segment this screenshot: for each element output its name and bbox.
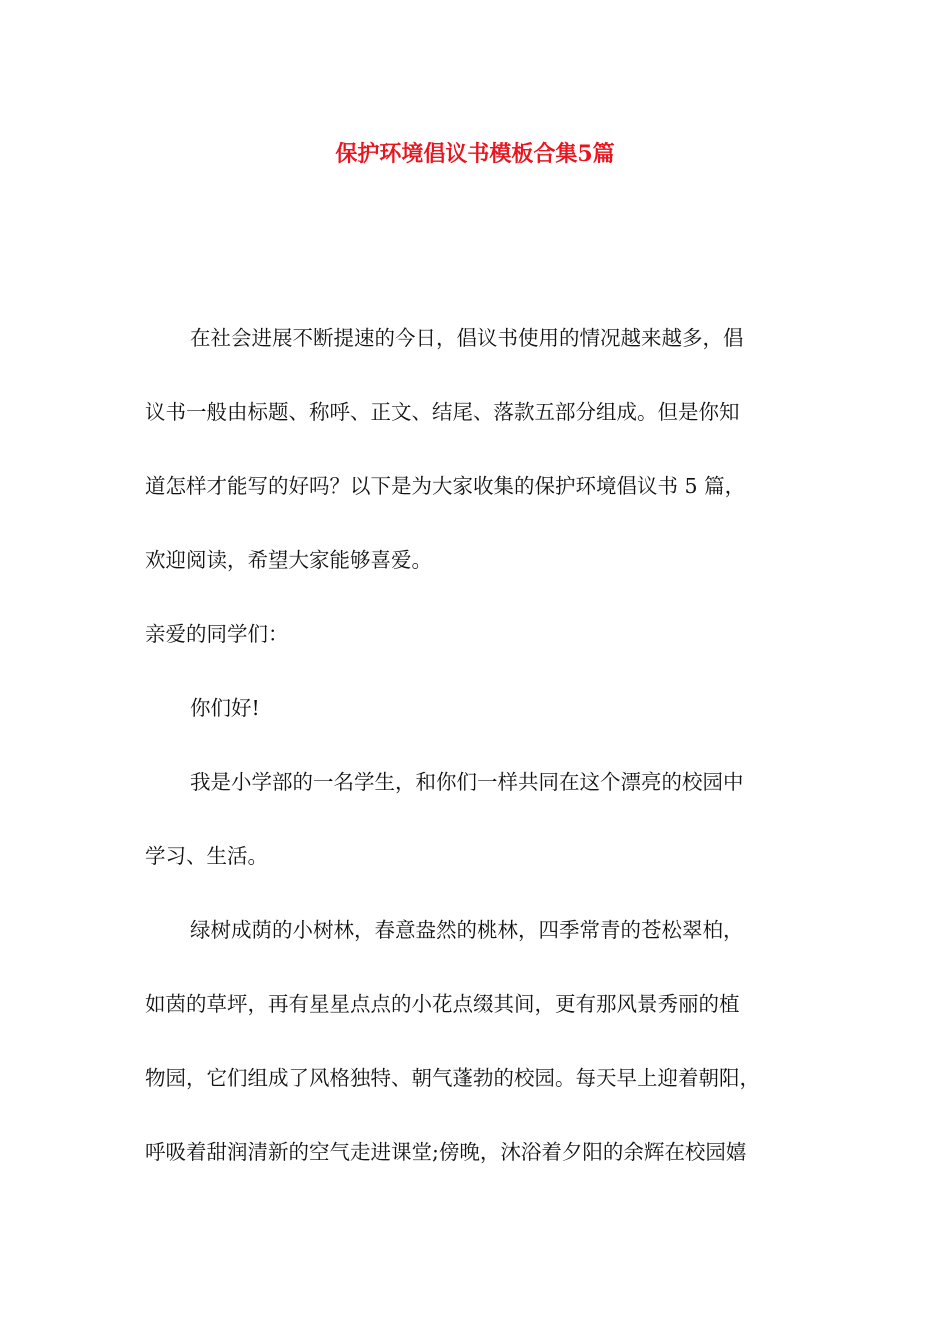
- body-line: 绿树成荫的小树林，春意盎然的桃林，四季常青的苍松翠柏，: [190, 918, 744, 942]
- body-line: 在社会进展不断提速的今日，倡议书使用的情况越来越多，倡: [190, 326, 744, 350]
- body-line: 道怎样才能写的好吗？以下是为大家收集的保护环境倡议书 5 篇，: [145, 474, 746, 498]
- document-title: 保护环境倡议书模板合集5篇: [335, 141, 615, 167]
- body-line: 学习、生活。: [145, 844, 268, 868]
- body-line: 欢迎阅读，希望大家能够喜爱。: [145, 548, 432, 572]
- body-line: 议书一般由标题、称呼、正文、结尾、落款五部分组成。但是你知: [145, 400, 740, 424]
- document-body: [145, 317, 821, 1205]
- salutation-line: 亲爱的同学们：: [145, 622, 289, 646]
- body-line: 呼吸着甜润清新的空气走进课堂;傍晚，沐浴着夕阳的余辉在校园嬉: [145, 1140, 747, 1164]
- body-line: 如茵的草坪，再有星星点点的小花点缀其间，更有那风景秀丽的植: [145, 992, 740, 1016]
- body-line: 我是小学部的一名学生，和你们一样共同在这个漂亮的校园中: [190, 770, 744, 794]
- body-line: 物园，它们组成了风格独特、朝气蓬勃的校园。每天早上迎着朝阳，: [145, 1066, 760, 1090]
- greeting-line: 你们好!: [190, 696, 260, 720]
